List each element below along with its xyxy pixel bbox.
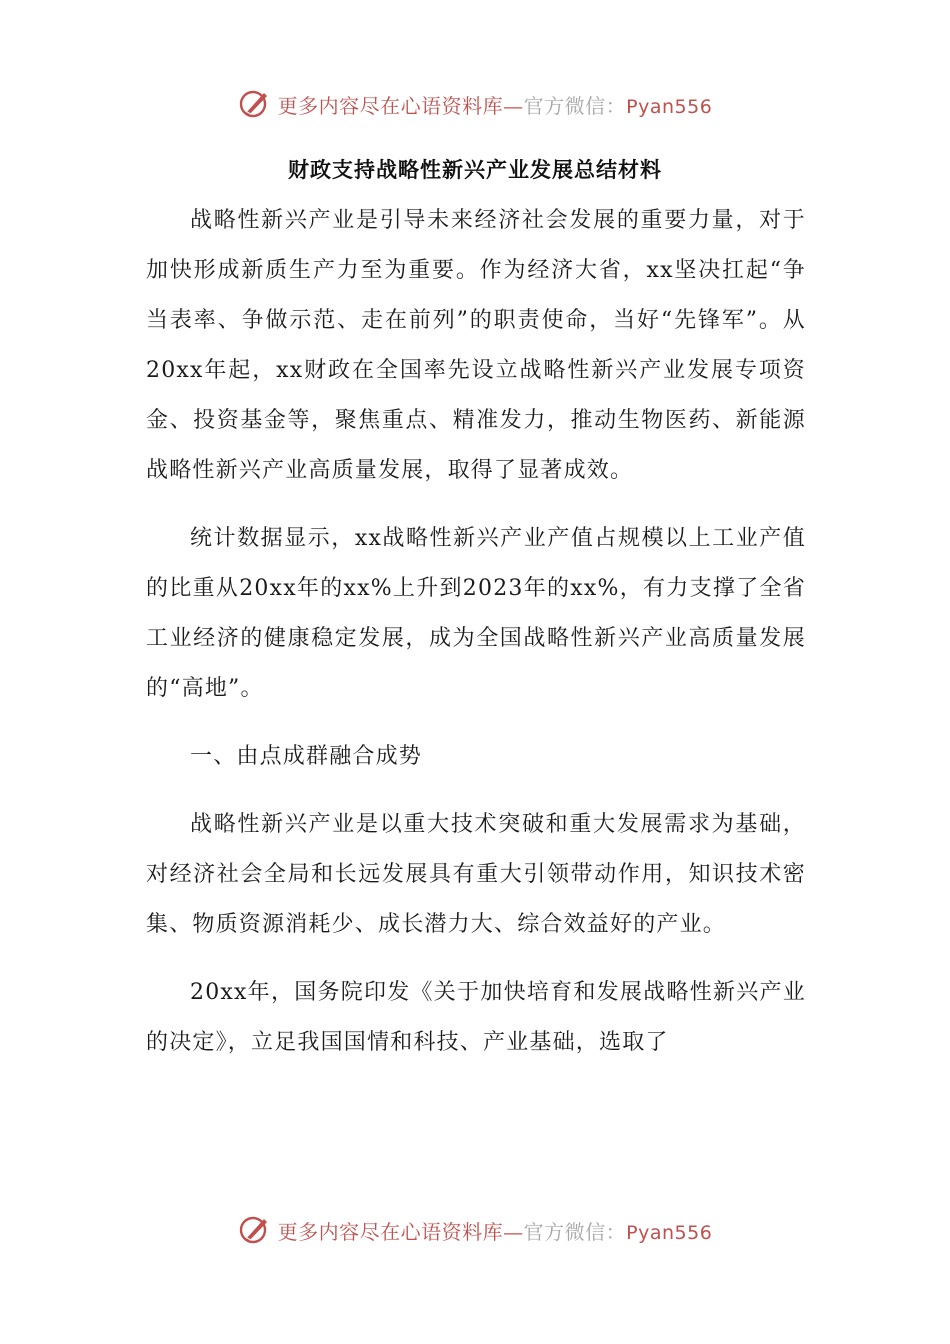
paragraph: 统计数据显示，xx战略性新兴产业产值占规模以上工业产值的比重从20xx年的xx%上升到2023年的xx%，有力支撑了全省工业经济的健康稳定发展，成为全国战略性新兴产业高质量发展的“高地”。 (146, 526, 806, 701)
banner-wechat-label: 官方微信： (523, 1219, 627, 1244)
footer-banner (0, 1210, 950, 1250)
banner-dash: — (503, 1219, 524, 1244)
quill-pen-circle-icon (238, 1213, 272, 1247)
document-body (146, 196, 806, 1086)
banner-main-text: 更多内容尽在心语资料库 (277, 1219, 504, 1244)
banner-wechat-id: Pyan556 (626, 1221, 713, 1244)
section-heading: 一、由点成群融合成势 (190, 744, 423, 769)
banner-wechat-id: Pyan556 (626, 95, 713, 118)
document-title: 财政支持战略性新兴产业发展总结材料 (288, 158, 662, 182)
banner-dash: — (503, 93, 524, 118)
paragraph: 战略性新兴产业是引导未来经济社会发展的重要力量，对于加快形成新质生产力至为重要。作为经济大省，xx坚决扛起“争当表率、争做示范、走在前列”的职责使命，当好“先锋军”。从20xx年起，xx财政在全国率先设立战略性新兴产业发展专项资金、投资基金等，聚焦重点、精准发力，推动生物医药、新能源战略性新兴产业高质量发展，取得了显著成效。 (146, 208, 806, 483)
quill-pen-circle-icon (238, 87, 272, 121)
header-banner (0, 84, 950, 124)
banner-wechat-label: 官方微信： (523, 93, 627, 118)
paragraph: 20xx年，国务院印发《关于加快培育和发展战略性新兴产业的决定》，立足我国国情和科技、产业基础，选取了 (146, 980, 806, 1055)
paragraph: 战略性新兴产业是以重大技术突破和重大发展需求为基础，对经济社会全局和长远发展具有重大引领带动作用，知识技术密集、物质资源消耗少、成长潜力大、综合效益好的产业。 (146, 812, 806, 937)
banner-main-text: 更多内容尽在心语资料库 (277, 93, 504, 118)
